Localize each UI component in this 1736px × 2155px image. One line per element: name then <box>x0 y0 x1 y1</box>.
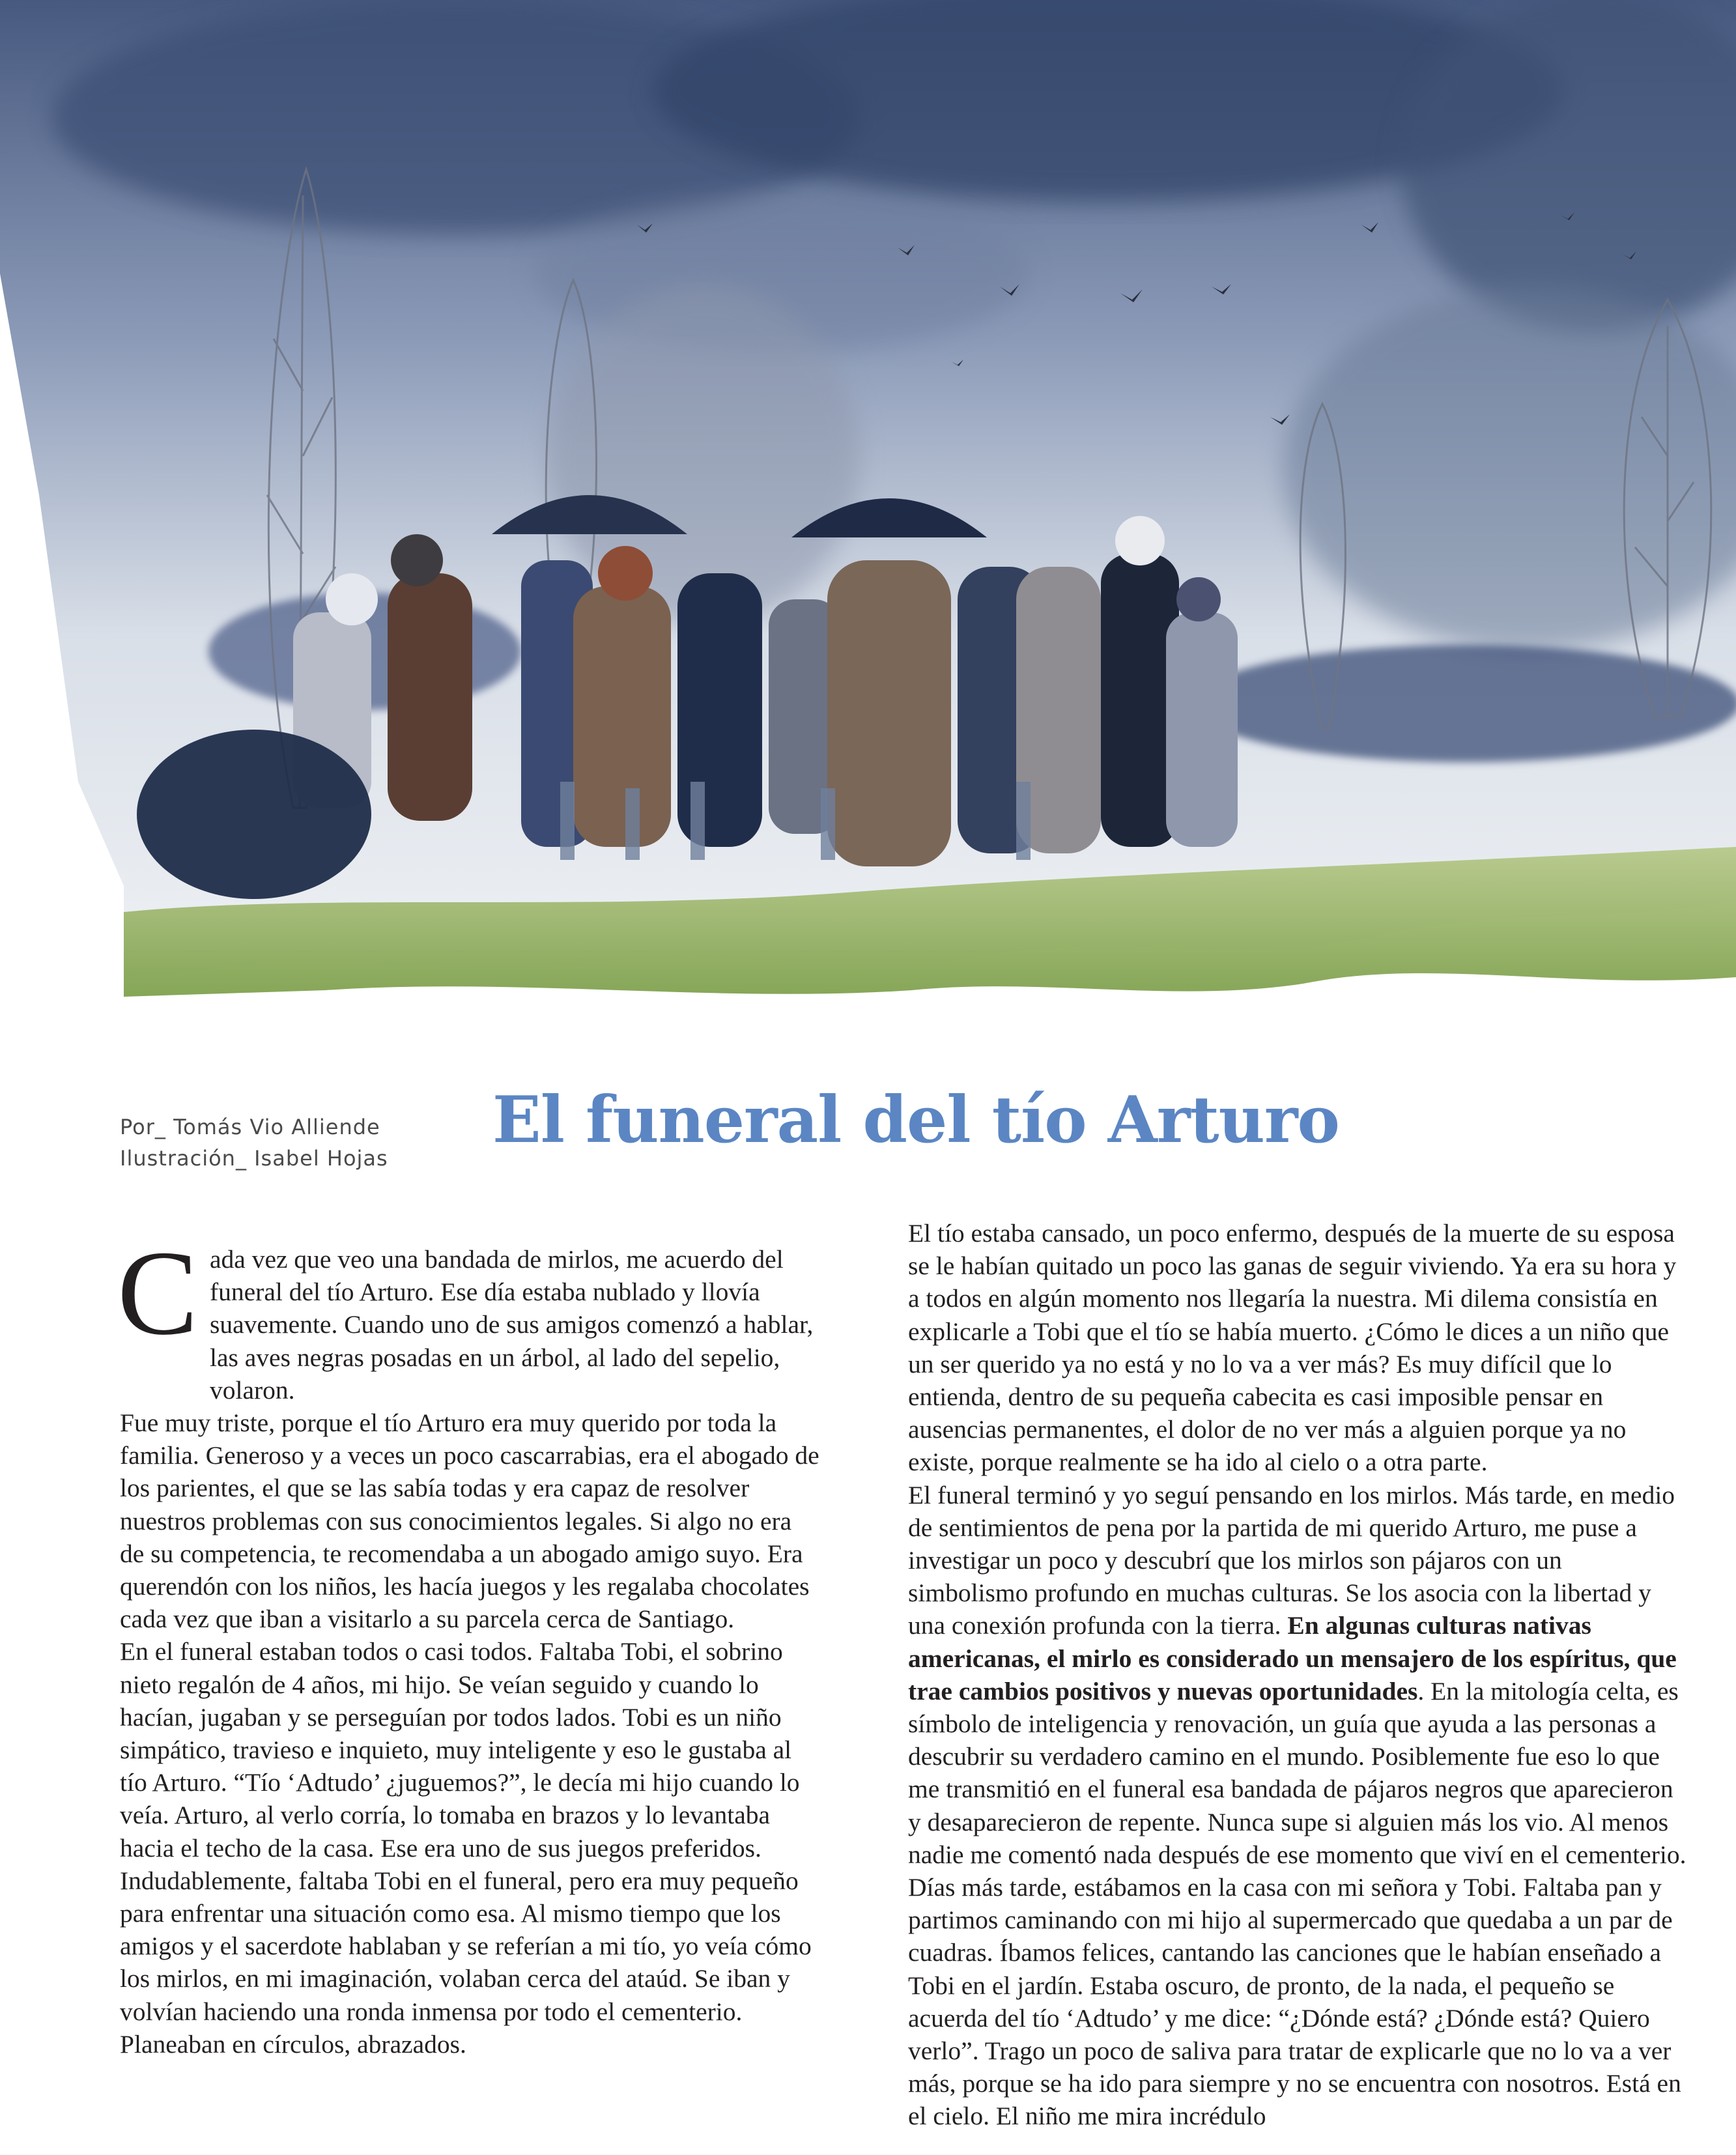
funeral-watercolor-illustration <box>0 0 1736 1029</box>
paragraph-5-end: . En la mitología celta, es símbolo de inteligencia y renovación, un guía que ayuda a las personas a descubrir su verdadero camino en el mundo. Posiblemente fue eso lo que me transmitió en el funeral esa bandada de pájaros negros que aparecieron y desaparecieron de repente. Nunca supe si alguien más los vio. Al menos nadie me comentó nada después de ese momento que viví en el cementerio. Días más tarde, estábamos en la casa con mi señora y Tobi. Faltaba pan y partimos caminando con mi hijo al supermercado que quedaba a un par de cuadras. Íbamos felices, cantando las canciones que le habían enseñado a Tobi en el jardín. Estaba oscuro, de pronto, de la nada, el pequeño se acuerda del tío ‘Adtudo’ y me dice: “¿Dónde está? ¿Dónde está? Quiero verlo”. Trago un poco de saliva para tratar de explicarle que no lo va a ver más, porque se ha ido para siempre y no se encuentra con nosotros. Está en el cielo. El niño me mira incrédulo <box>908 1676 1686 2131</box>
left-column <box>117 1226 819 2061</box>
paragraph-5-start: El funeral terminó y yo seguí pensando en los mirlos. Más tarde, en medio de sentimientos de pena por la partida de mi querido Arturo, me puse a investigar un poco y descubrí que los mirlos son pájaros con un simbolismo profundo en muchas culturas. Se los asocia con la libertad y una conexión profunda con la tierra. <box>908 1480 1675 1640</box>
paragraph-1 <box>117 1226 819 1406</box>
drop-cap: C <box>117 1226 199 1360</box>
paragraph-5 <box>908 1479 1687 2133</box>
paragraph-4: El tío estaba cansado, un poco enfermo, después de la muerte de su esposa se le habían quitado un poco las ganas de seguir viviendo. Ya era su hora y a todos en algún momento nos llegaría la nuestra. Mi dilema consistía en explicarle a Tobi que el tío se había muerto. ¿Cómo le dices a un niño que un ser querido ya no está y no lo va a ver más? Es muy difícil que lo entienda, dentro de su pequeña cabecita es casi imposible pensar en ausencias permanentes, el dolor de no ver más a alguien porque ya no existe, porque realmente se ha ido al cielo o a otra parte. <box>908 1219 1677 1477</box>
paragraph-2: Fue muy triste, porque el tío Arturo era muy querido por toda la familia. Generoso y a veces un poco cascarrabias, era el abogado de los parientes, el que se las sabía todas y era capaz de resolver nuestros problemas con sus conocimientos legales. Si algo no era de su competencia, te recomendaba a un abogado amigo suyo. Era querendón con los niños, les hacía juegos y les regalaba chocolates cada vez que iban a visitarlo a su parcela cerca de Santiago. <box>120 1408 819 1634</box>
paragraph-1-text: ada vez que veo una bandada de mirlos, me acuerdo del funeral del tío Arturo. Ese día estaba nublado y llovía suavemente. Cuando uno de sus amigos comenzó a hablar, las aves negras posadas en un árbol, al lado del sepelio, volaron. <box>210 1245 814 1405</box>
paragraph-3: En el funeral estaban todos o casi todos. Faltaba Tobi, el sobrino nieto regalón de 4 años, mi hijo. Se veían seguido y cuando lo hacían, jugaban y se perseguían por todos lados. Tobi es un niño simpático, travieso e inquieto, muy inteligente y eso le gustaba al tío Arturo. “Tío ‘Adtudo’ ¿juguemos?”, le decía mi hijo cuando lo veía. Arturo, al verlo corría, lo tomaba en brazos y lo levantaba hacia el techo de la casa. Ese era uno de sus juegos preferidos. Indudablemente, faltaba Tobi en el funeral, pero era muy pequeño para enfrentar una situación como esa. Al mismo tiempo que los amigos y el sacerdote hablaban y se referían a mi tío, yo veía cómo los mirlos, en mi imaginación, volaban cerca del ataúd. Se iban y volvían haciendo una ronda inmensa por todo el cementerio. Planeaban en círculos, abrazados. <box>120 1637 812 2059</box>
article-title: El funeral del tío Arturo <box>492 1083 1339 1158</box>
highlighted-quote: En algunas culturas nativas americanas, el mirlo es considerado un mensajero de los espíritus, que trae cambios positivos y nuevas oportunidades <box>908 1611 1677 1705</box>
illustrator-credit: Ilustración_ Isabel Hojas <box>120 1146 388 1171</box>
author-credit: Por_ Tomás Vio Alliende <box>120 1115 380 1139</box>
right-column <box>908 1217 1687 2133</box>
article-credits <box>120 1111 388 1174</box>
